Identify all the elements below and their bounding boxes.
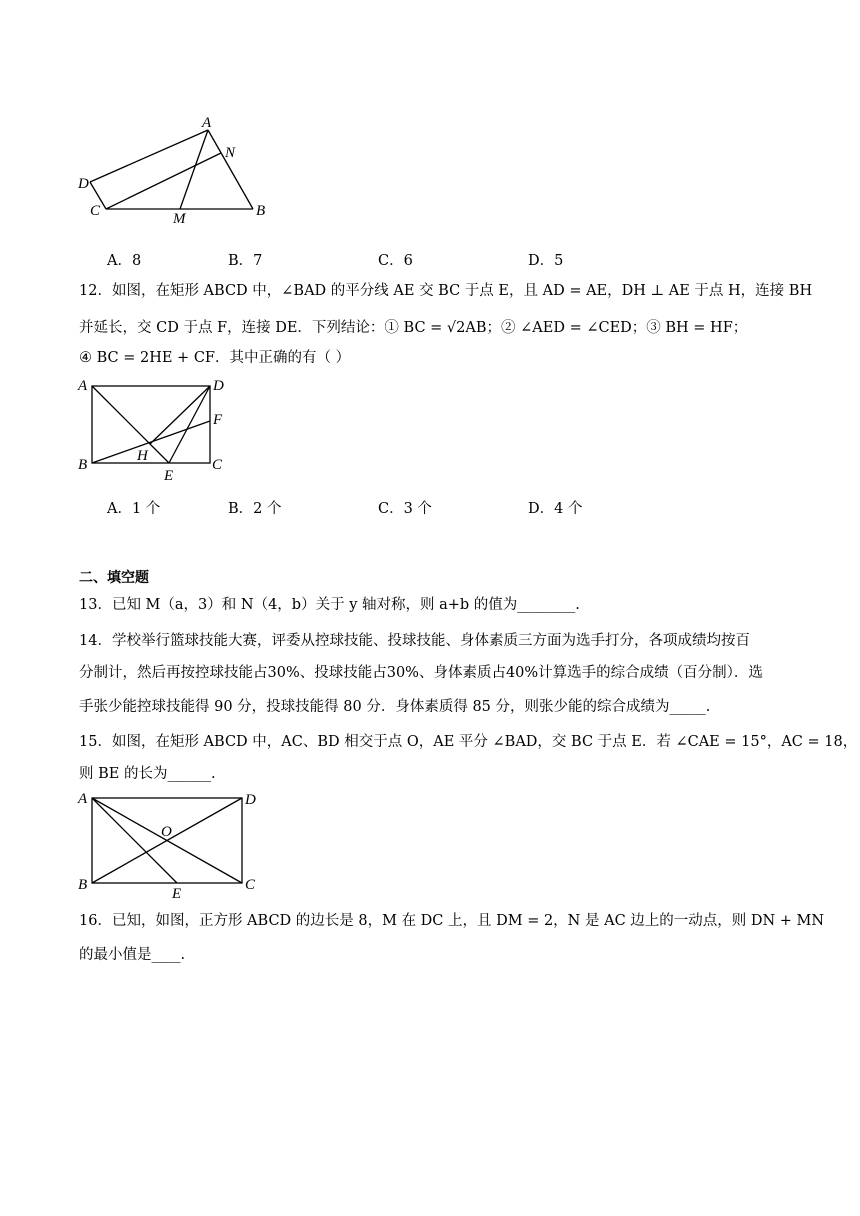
q15-label-C: C bbox=[245, 877, 256, 893]
q16-text-line1: 16．已知，如图，正方形 ABCD 的边长是 8，M 在 DC 上，且 DM = 2，N 是 AC 边上的一动点，则 DN + MN bbox=[79, 913, 825, 929]
q11-label-C: C bbox=[90, 203, 101, 219]
q16-text-line2: 的最小值是____. bbox=[79, 947, 186, 963]
q12-edge-BF bbox=[92, 421, 210, 463]
q12-edge-DE bbox=[169, 386, 210, 463]
q15-label-E: E bbox=[172, 886, 182, 902]
q12-label-B: B bbox=[78, 457, 88, 473]
q15-edge-AE bbox=[92, 798, 177, 883]
q11-option-c[interactable]: C．6 bbox=[378, 253, 413, 269]
q15-label-D: D bbox=[245, 792, 256, 808]
q15-figure bbox=[72, 788, 272, 903]
q12-figure bbox=[72, 372, 232, 487]
q12-text-line2: 并延长，交 CD 于点 F，连接 DE．下列结论：① BC = √2AB；② ∠AED = ∠CED；③ BH = HF； bbox=[79, 320, 748, 336]
q12-edge-AE bbox=[92, 386, 169, 463]
q14-text-line1: 14．学校举行篮球技能大赛，评委从控球技能、投球技能、身体素质三方面为选手打分，各项成绩均按百 bbox=[79, 633, 750, 649]
q12-option-c[interactable]: C．3 个 bbox=[378, 501, 432, 517]
q12-option-a[interactable]: A．1 个 bbox=[107, 501, 161, 517]
q11-option-b[interactable]: B．7 bbox=[228, 253, 263, 269]
q15-text-line2: 则 BE 的长为______. bbox=[79, 766, 216, 782]
q12-label-C: C bbox=[212, 457, 223, 473]
q14-text-line3: 手张少能控球技能得 90 分，投球技能得 80 分．身体素质得 85 分，则张少能的综合成绩为_____. bbox=[79, 699, 711, 715]
q12-label-H: H bbox=[137, 448, 148, 464]
q15-label-A: A bbox=[78, 791, 88, 807]
q12-label-E: E bbox=[164, 468, 174, 484]
q14-text-line2: 分制计，然后再按控球技能占30%、投球技能占30%、身体素质占40%计算选手的综合成绩（百分制）．选 bbox=[79, 665, 763, 681]
q11-option-d[interactable]: D．5 bbox=[528, 253, 564, 269]
q11-label-N: N bbox=[225, 145, 236, 161]
q11-edge-CN bbox=[106, 153, 221, 209]
q15-label-B: B bbox=[78, 877, 88, 893]
q12-edge-DH bbox=[150, 386, 210, 444]
q12-text-line3: ④ BC = 2HE + CF．其中正确的有（ ） bbox=[79, 350, 351, 366]
q11-edge-AM bbox=[180, 130, 208, 209]
q11-label-M: M bbox=[173, 211, 186, 227]
section-title-fill-in: 二、填空题 bbox=[79, 570, 149, 586]
q12-label-F: F bbox=[213, 412, 223, 428]
q12-label-A: A bbox=[78, 378, 88, 394]
q11-edge-AB bbox=[208, 130, 253, 209]
q12-option-d[interactable]: D．4 个 bbox=[528, 501, 583, 517]
q11-edge-DA bbox=[90, 130, 208, 182]
q15-text-line1: 15．如图，在矩形 ABCD 中，AC、BD 相交于点 O，AE 平分 ∠BAD，交 BC 于点 E．若 ∠CAE = 15°，AC = 18， bbox=[79, 734, 858, 750]
q11-label-B: B bbox=[256, 203, 266, 219]
q15-label-O: O bbox=[161, 824, 172, 840]
q12-rectangle-ABCD bbox=[92, 386, 210, 463]
q11-option-a[interactable]: A．8 bbox=[107, 253, 142, 269]
q12-label-D: D bbox=[213, 378, 224, 394]
q11-label-D: D bbox=[78, 176, 89, 192]
q12-option-b[interactable]: B．2 个 bbox=[228, 501, 282, 517]
q11-label-A: A bbox=[202, 115, 212, 131]
q12-text-line1: 12．如图，在矩形 ABCD 中，∠BAD 的平分线 AE 交 BC 于点 E，且 AD = AE，DH ⊥ AE 于点 H，连接 BH bbox=[79, 283, 813, 299]
q11-figure bbox=[70, 112, 280, 227]
q13-text-line1: 13．已知 M（a，3）和 N（4，b）关于 y 轴对称，则 a+b 的值为________. bbox=[79, 597, 580, 613]
